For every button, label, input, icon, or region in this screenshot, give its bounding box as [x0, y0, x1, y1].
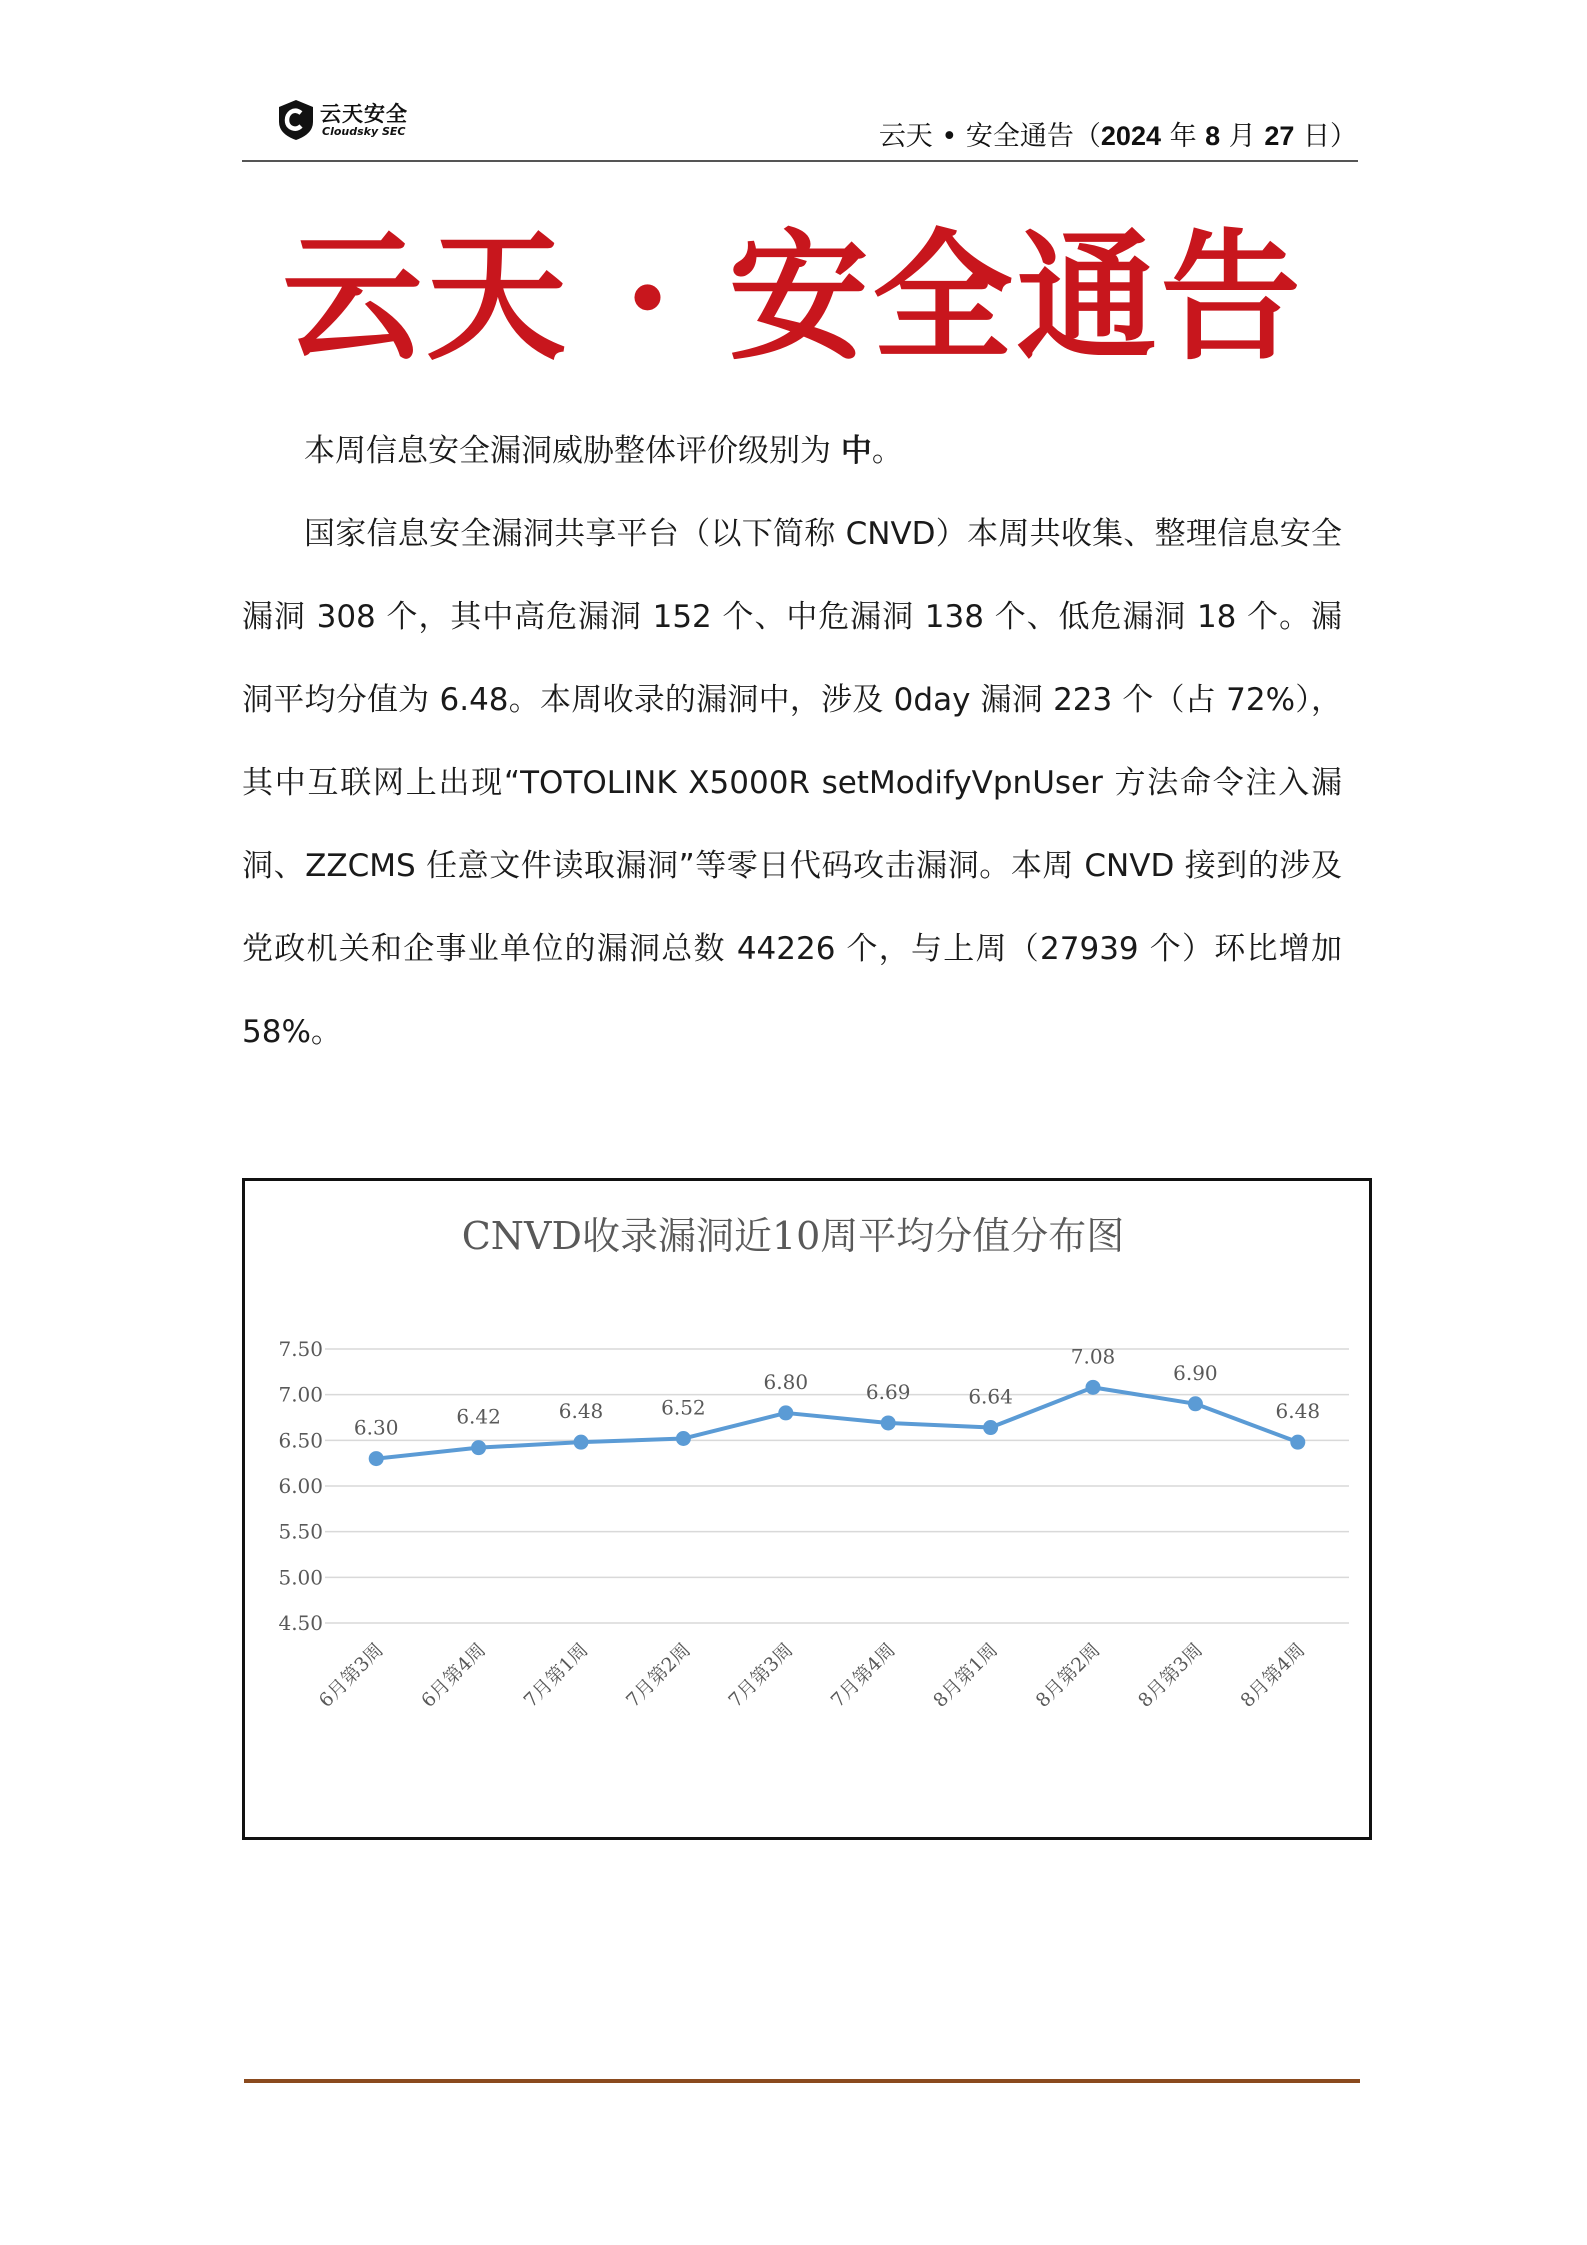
- x-tick-label: 7月第4周: [826, 1638, 900, 1712]
- logo-text-en: Cloudsky SEC: [322, 125, 406, 138]
- chart-x-axis: [315, 1639, 1310, 1712]
- issue-prefix: 云天 • 安全通告（: [878, 121, 1101, 152]
- x-tick-label: 8月第4周: [1236, 1638, 1310, 1712]
- footer-divider: [244, 2079, 1360, 2083]
- data-label: 6.52: [661, 1395, 706, 1420]
- page-title: 云天 · 安全通告: [282, 216, 1305, 380]
- x-tick-label: 7月第3周: [724, 1638, 798, 1712]
- threat-level-text: 本周信息安全漏洞威胁整体评价级别为: [304, 433, 841, 469]
- y-tick-label: 7.00: [278, 1382, 323, 1407]
- issue-year: 2024: [1100, 121, 1161, 151]
- y-tick-label: 6.00: [278, 1474, 323, 1498]
- bulletin-body: [242, 410, 1342, 1074]
- summary-paragraph: 国家信息安全漏洞共享平台（以下简称 CNVD）本周共收集、整理信息安全漏洞 308 个，其中高危漏洞 152 个、中危漏洞 138 个、低危漏洞 18 个。漏洞平均分值为 6.48。本周收录的漏洞中，涉及 0day 漏洞 223 个（占 72%），其中互联网上出现“TOTOLINK X5000R setModifyVpnUser 方法命令注入漏洞、ZZCMS 任意文件读取漏洞”等零日代码攻击漏洞。本周 CNVD 接到的涉及党政机关和企事业单位的漏洞总数 44226 个，与上周（27939 个）环比增加 58%。: [242, 516, 1342, 1050]
- threat-level-end: 。: [871, 433, 903, 469]
- x-tick-label: 8月第3周: [1133, 1638, 1207, 1712]
- data-label: 6.90: [1173, 1360, 1218, 1385]
- data-label: 7.08: [1070, 1344, 1116, 1369]
- x-tick-label: 7月第1周: [519, 1638, 593, 1712]
- data-label: 6.48: [558, 1399, 604, 1424]
- chart-data-labels: [354, 1344, 1320, 1439]
- chart-title: CNVD收录漏洞近10周平均分值分布图: [461, 1214, 1125, 1258]
- y-tick-label: 5.50: [278, 1519, 323, 1544]
- data-point: [471, 1440, 486, 1455]
- data-label: 6.30: [353, 1415, 399, 1440]
- y-tick-label: 4.50: [278, 1611, 323, 1635]
- data-point: [369, 1451, 384, 1466]
- data-point: [778, 1405, 793, 1420]
- logo-text-cn: 云天安全: [320, 102, 408, 126]
- chart-gridlines: [325, 1349, 1349, 1623]
- data-label: 6.64: [968, 1384, 1013, 1409]
- threat-level-paragraph: [242, 410, 1342, 493]
- issue-suffix: 日）: [1294, 121, 1357, 152]
- shield-logo-icon: [276, 98, 316, 142]
- data-label: 6.69: [865, 1379, 911, 1404]
- x-tick-label: 8月第1周: [929, 1638, 1003, 1712]
- threat-level-value: 中: [840, 433, 872, 469]
- company-logo: [276, 98, 446, 144]
- y-tick-label: 5.00: [278, 1565, 323, 1590]
- chart-y-axis: [278, 1337, 323, 1635]
- issue-day: 27: [1264, 121, 1295, 151]
- data-point: [1086, 1380, 1101, 1395]
- data-point: [676, 1431, 691, 1446]
- y-tick-label: 6.50: [278, 1428, 323, 1453]
- data-point: [881, 1415, 896, 1430]
- issue-date-header: [879, 114, 1357, 153]
- x-tick-label: 6月第4周: [417, 1638, 491, 1712]
- issue-month-unit: 月: [1220, 121, 1265, 152]
- x-tick-label: 7月第2周: [621, 1638, 695, 1712]
- data-label: 6.48: [1275, 1399, 1321, 1424]
- x-tick-label: 8月第2周: [1031, 1638, 1105, 1712]
- data-label: 6.80: [763, 1369, 809, 1394]
- data-point: [1290, 1435, 1305, 1450]
- y-tick-label: 7.50: [278, 1337, 323, 1361]
- data-label: 6.42: [456, 1404, 501, 1429]
- issue-month: 8: [1205, 121, 1221, 151]
- average-score-chart: [242, 1178, 1372, 1840]
- data-point: [983, 1420, 998, 1435]
- chart-series: [369, 1380, 1306, 1466]
- issue-year-unit: 年: [1160, 121, 1206, 152]
- data-point: [574, 1435, 589, 1450]
- chart-svg: [245, 1181, 1369, 1837]
- series-line: [376, 1384, 1298, 1458]
- x-tick-label: 6月第3周: [314, 1638, 388, 1712]
- header-divider: [242, 160, 1358, 162]
- data-point: [1188, 1396, 1203, 1411]
